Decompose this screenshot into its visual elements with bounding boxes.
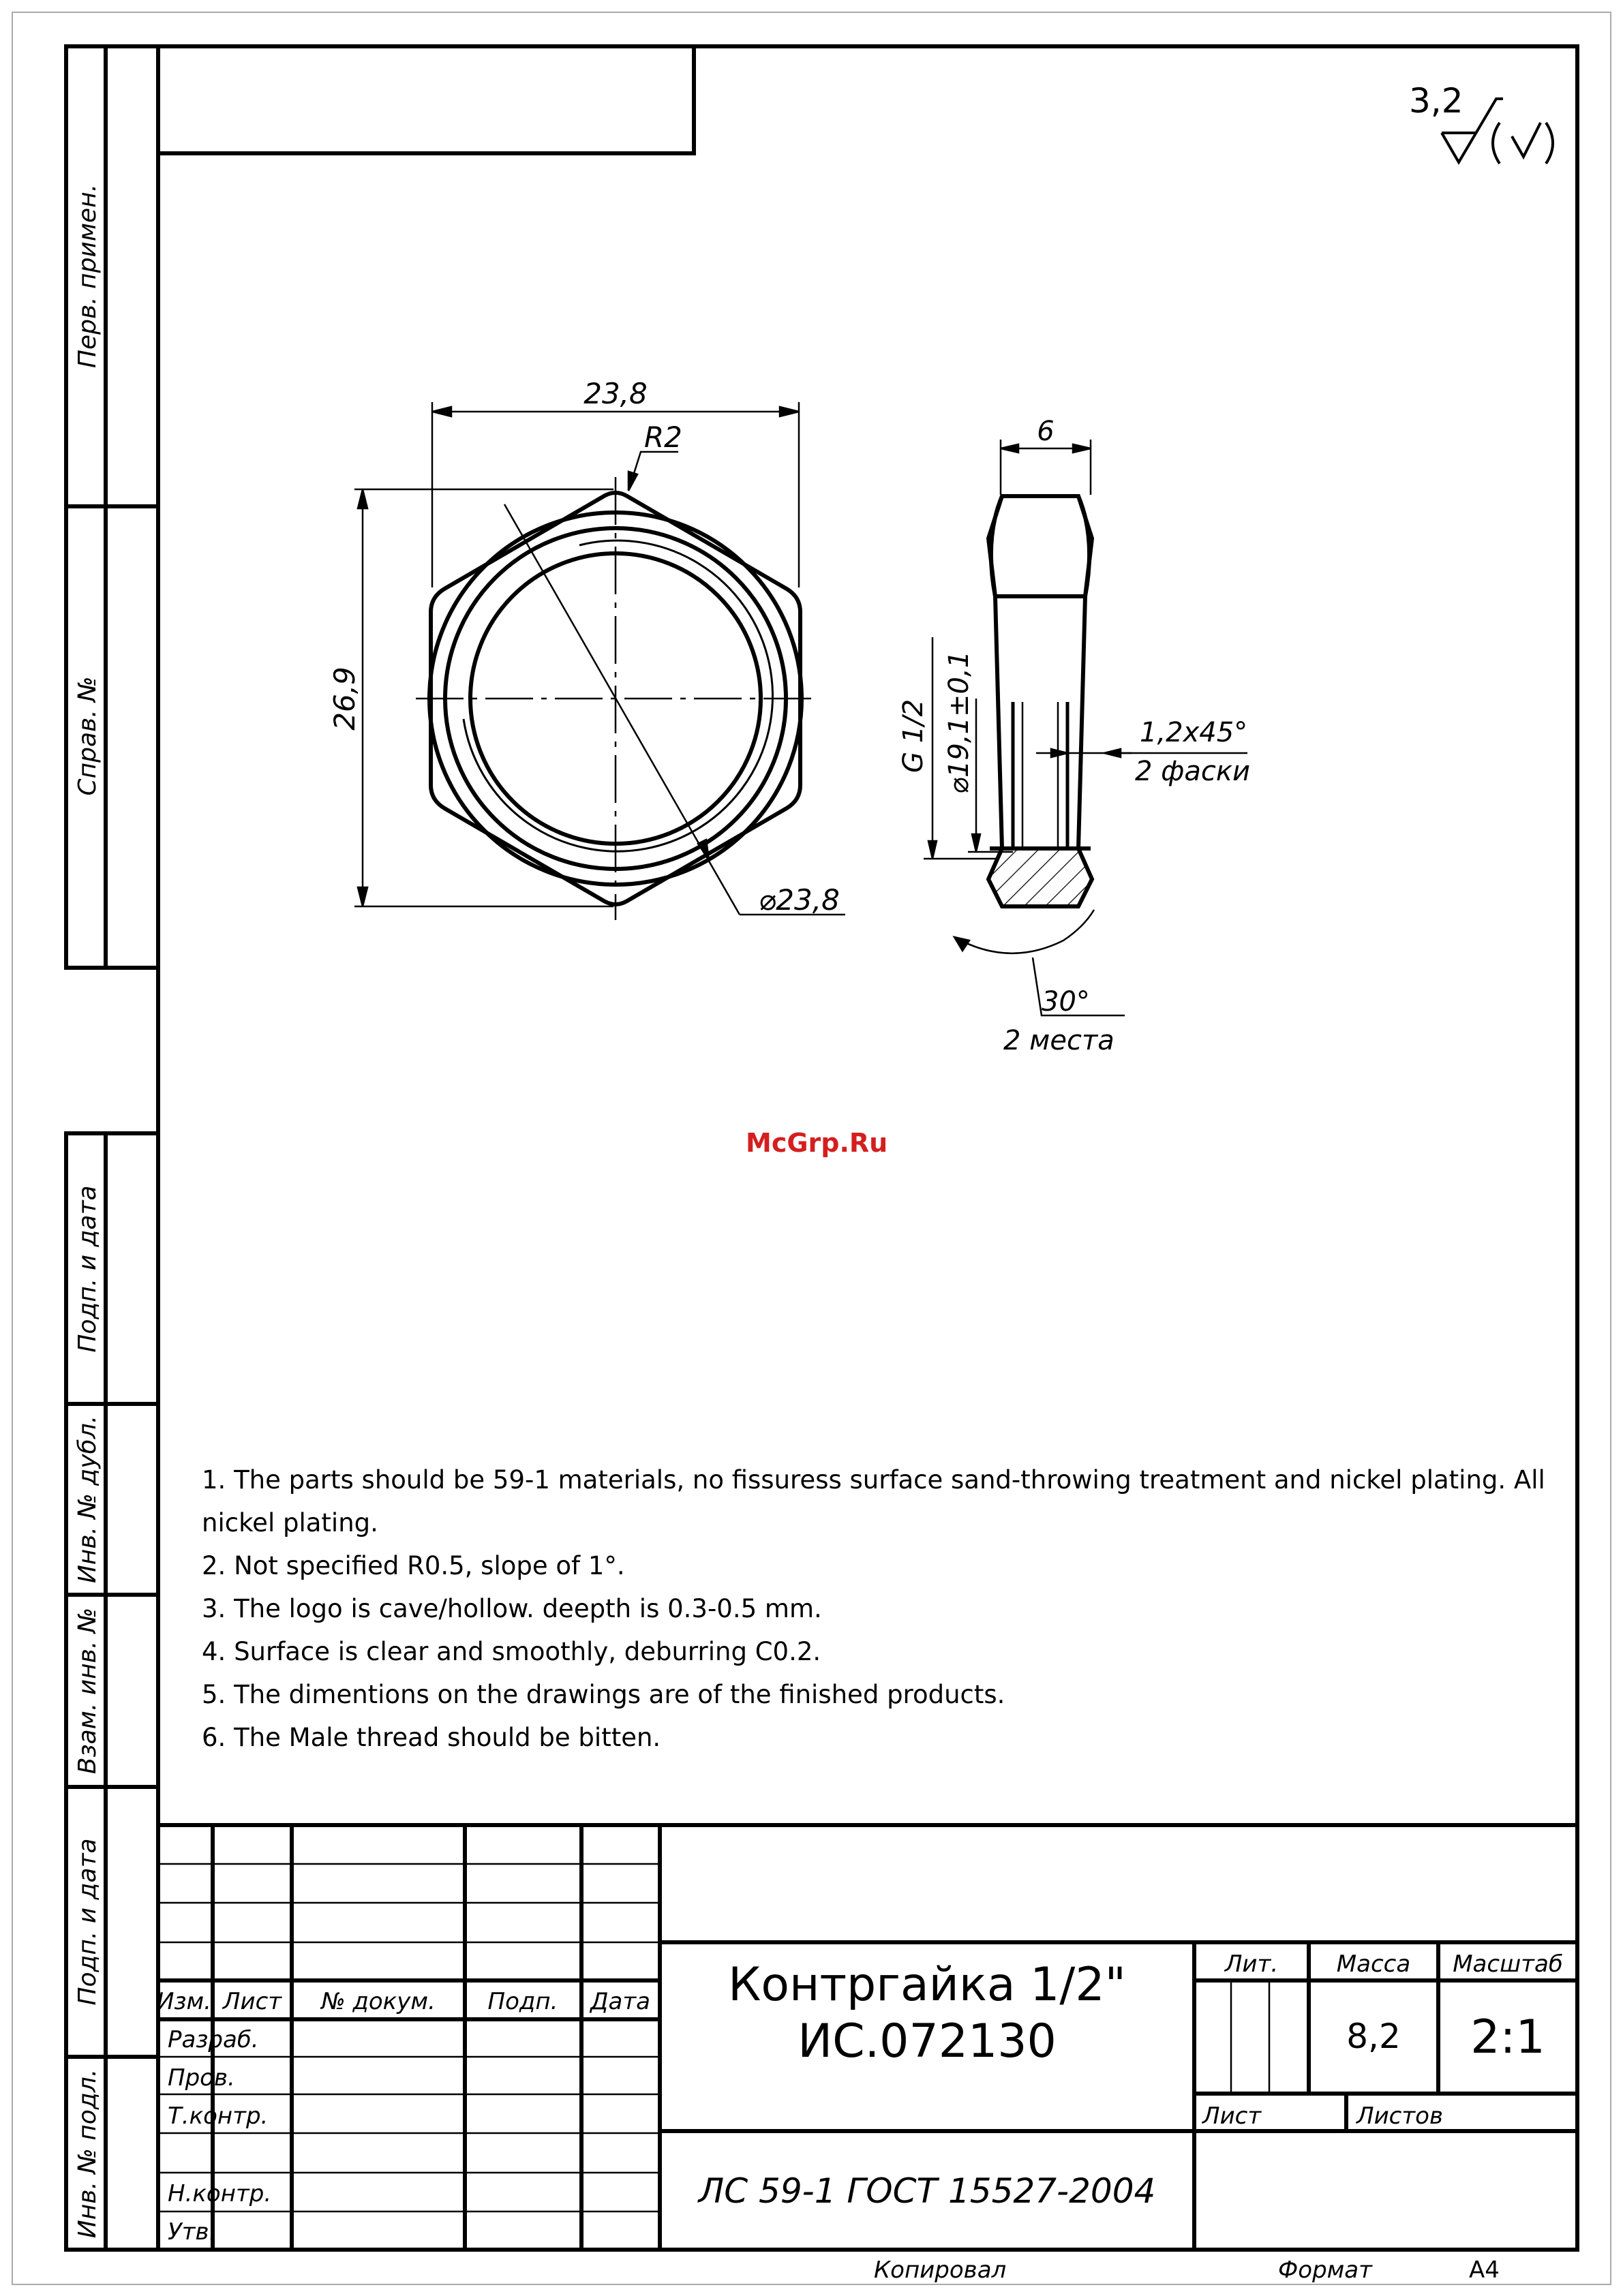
lit-label: Лит.	[1224, 1950, 1279, 1978]
dim-thickness: 6	[1037, 416, 1055, 447]
side-top-hex	[988, 496, 1092, 596]
note-line: 6. The Male thread should be bitten.	[202, 1723, 661, 1752]
technical-notes	[202, 1458, 1565, 1759]
footer-format-label: Формат	[1278, 2256, 1372, 2284]
designation: ИС.072130	[798, 2015, 1057, 2068]
row-prov: Пров.	[168, 2064, 235, 2092]
stamp-podp-data-2: Подп. и дата	[74, 1838, 102, 2006]
col-izm: Изм.	[157, 1988, 211, 2015]
top-left-box	[158, 46, 694, 153]
dim-chamfer-count: 2 фаски	[1135, 756, 1251, 787]
scale-value: 2:1	[1470, 2010, 1545, 2064]
front-dimensions	[354, 402, 845, 915]
mass-label: Масса	[1336, 1950, 1411, 1978]
dim-outer-diameter: ⌀23,8	[759, 883, 840, 917]
watermark: McGrp.Ru	[746, 1128, 888, 1158]
note-line: 3. The logo is cave/hollow. deepth is 0.3-0.5 mm.	[202, 1594, 822, 1623]
title-block-thin	[158, 1864, 1269, 2211]
col-podp: Подп.	[487, 1988, 558, 2015]
side-section-hatched	[988, 848, 1092, 906]
scale-label: Масштаб	[1453, 1950, 1563, 1978]
part-name: Контргайка 1/2"	[728, 1958, 1126, 2012]
note-line: 2. Not specified R0.5, slope of 1°.	[202, 1551, 625, 1580]
row-utv: Утв.	[168, 2218, 217, 2246]
nut-side-view	[988, 496, 1092, 906]
mass-value: 8,2	[1346, 2017, 1401, 2056]
stamp-inv-dubl: Инв. № дубл.	[74, 1415, 102, 1584]
row-tkontr: Т.контр.	[168, 2102, 269, 2130]
row-razrab: Разраб.	[168, 2026, 259, 2053]
dim-thread: G 1/2	[898, 699, 929, 774]
dim-height: 26,9	[328, 667, 361, 731]
stamp-perv-primen: Перв. примен.	[74, 183, 102, 369]
dim-bore: ⌀19,1±0,1	[943, 650, 975, 795]
col-data: Дата	[590, 1988, 651, 2015]
col-list: Лист	[222, 1988, 282, 2015]
note-line: nickel plating.	[202, 1508, 378, 1537]
stamp-vzam-inv: Взам. инв. №	[74, 1607, 102, 1775]
dim-chamfer: 1,2x45°	[1140, 717, 1248, 748]
dim-radius: R2	[644, 420, 682, 454]
sheet-label: Лист	[1202, 2102, 1262, 2130]
footer-format-value: A4	[1469, 2256, 1500, 2284]
dim-angle-count: 2 места	[1003, 1025, 1114, 1056]
roughness-value: 3,2	[1409, 81, 1463, 121]
note-line: 1. The parts should be 59-1 materials, no fissuress surface sand-throwing treatment and nickel plating. All	[202, 1465, 1545, 1495]
row-nkontr: Н.контр.	[168, 2180, 272, 2207]
dim-angle: 30°	[1042, 986, 1090, 1017]
footer-copied: Копировал	[874, 2256, 1007, 2284]
material: ЛС 59-1 ГОСТ 15527-2004	[698, 2171, 1156, 2211]
stamp-sprav: Справ. №	[74, 676, 102, 796]
stamp-inv-podl: Инв. № подл.	[74, 2068, 102, 2239]
note-line: 4. Surface is clear and smoothly, deburring C0.2.	[202, 1637, 821, 1666]
dim-width: 23,8	[583, 377, 648, 410]
thread-arc	[464, 540, 772, 851]
stamp-podp-data-1: Подп. и дата	[74, 1185, 102, 1353]
col-doc: № докум.	[321, 1988, 436, 2015]
sheets-label: Листов	[1356, 2102, 1444, 2130]
note-line: 5. The dimentions on the drawings are of the finished products.	[202, 1680, 1005, 1709]
